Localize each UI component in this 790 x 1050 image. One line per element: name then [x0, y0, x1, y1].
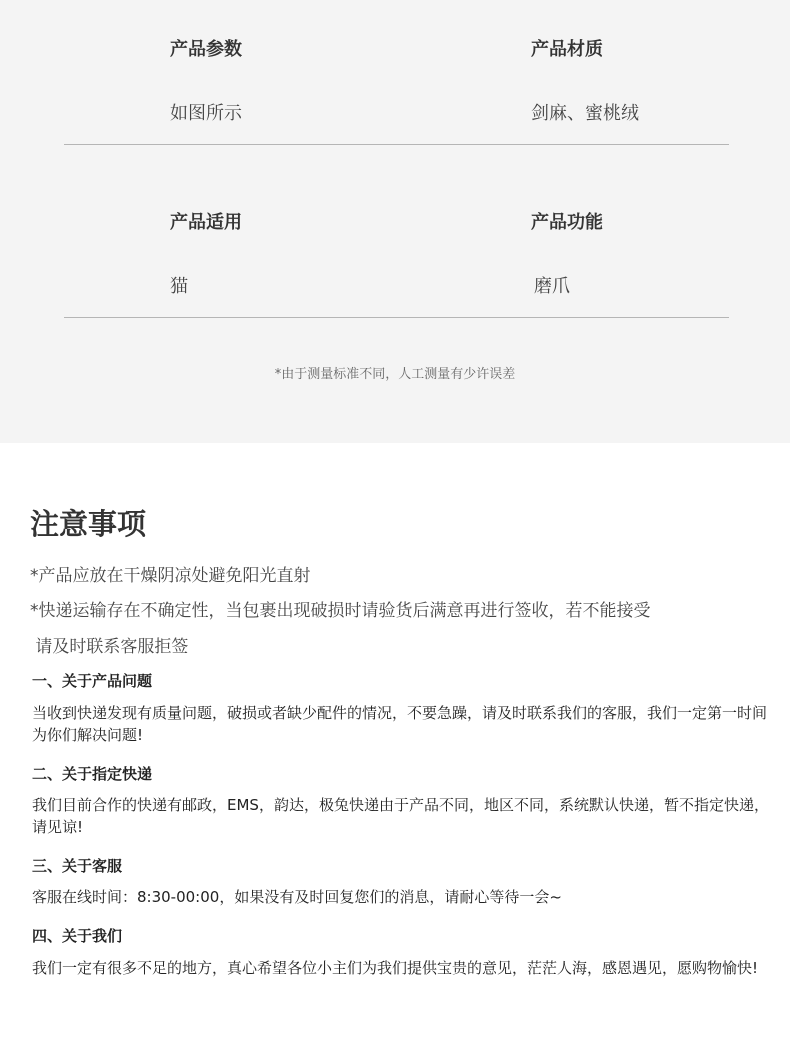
param-value-function: 磨爪 — [534, 276, 570, 297]
param-value-target: 猫 — [170, 276, 188, 297]
section-body-express: 我们目前合作的快递有邮政，EMS，韵达，极兔快递由于产品不同，地区不同，系统默认快递，暂不指定快递，请见谅! — [32, 796, 769, 836]
param-label-material: 产品材质 — [531, 39, 603, 60]
section-heading-about: 四、关于我们 — [32, 927, 123, 945]
section-heading-express: 二、关于指定快递 — [32, 765, 153, 783]
param-label-function: 产品功能 — [531, 212, 603, 233]
section-body-service: 客服在线时间：8:30-00:00，如果没有及时回复您们的消息，请耐心等待一会~ — [32, 888, 562, 906]
notice-tip: *快递运输存在不确定性，当包裹出现破损时请验货后满意再进行签收，若不能接受 — [30, 601, 651, 621]
section-heading-service: 三、关于客服 — [32, 857, 123, 875]
param-divider — [64, 317, 729, 318]
product-params-panel — [0, 0, 790, 443]
param-value-material: 剑麻、蜜桃绒 — [531, 103, 639, 124]
notice-title: 注意事项 — [30, 507, 147, 541]
param-label-target: 产品适用 — [170, 212, 242, 233]
section-heading-product: 一、关于产品问题 — [32, 672, 153, 690]
measurement-note: *由于测量标准不同，人工测量有少许误差 — [274, 367, 516, 382]
section-body-product: 当收到快递发现有质量问题，破损或者缺少配件的情况，不要急躁，请及时联系我们的客服，我们一定第一时间为你们解决问题! — [32, 704, 768, 744]
param-value-spec: 如图所示 — [170, 103, 242, 124]
notice-tip: 请及时联系客服拒签 — [30, 637, 189, 657]
param-label-spec: 产品参数 — [170, 39, 242, 60]
param-divider — [64, 144, 729, 145]
notice-tip: *产品应放在干燥阴凉处避免阳光直射 — [30, 566, 311, 586]
section-body-about: 我们一定有很多不足的地方，真心希望各位小主们为我们提供宝贵的意见，茫茫人海，感恩遇见，愿购物愉快! — [32, 959, 759, 977]
